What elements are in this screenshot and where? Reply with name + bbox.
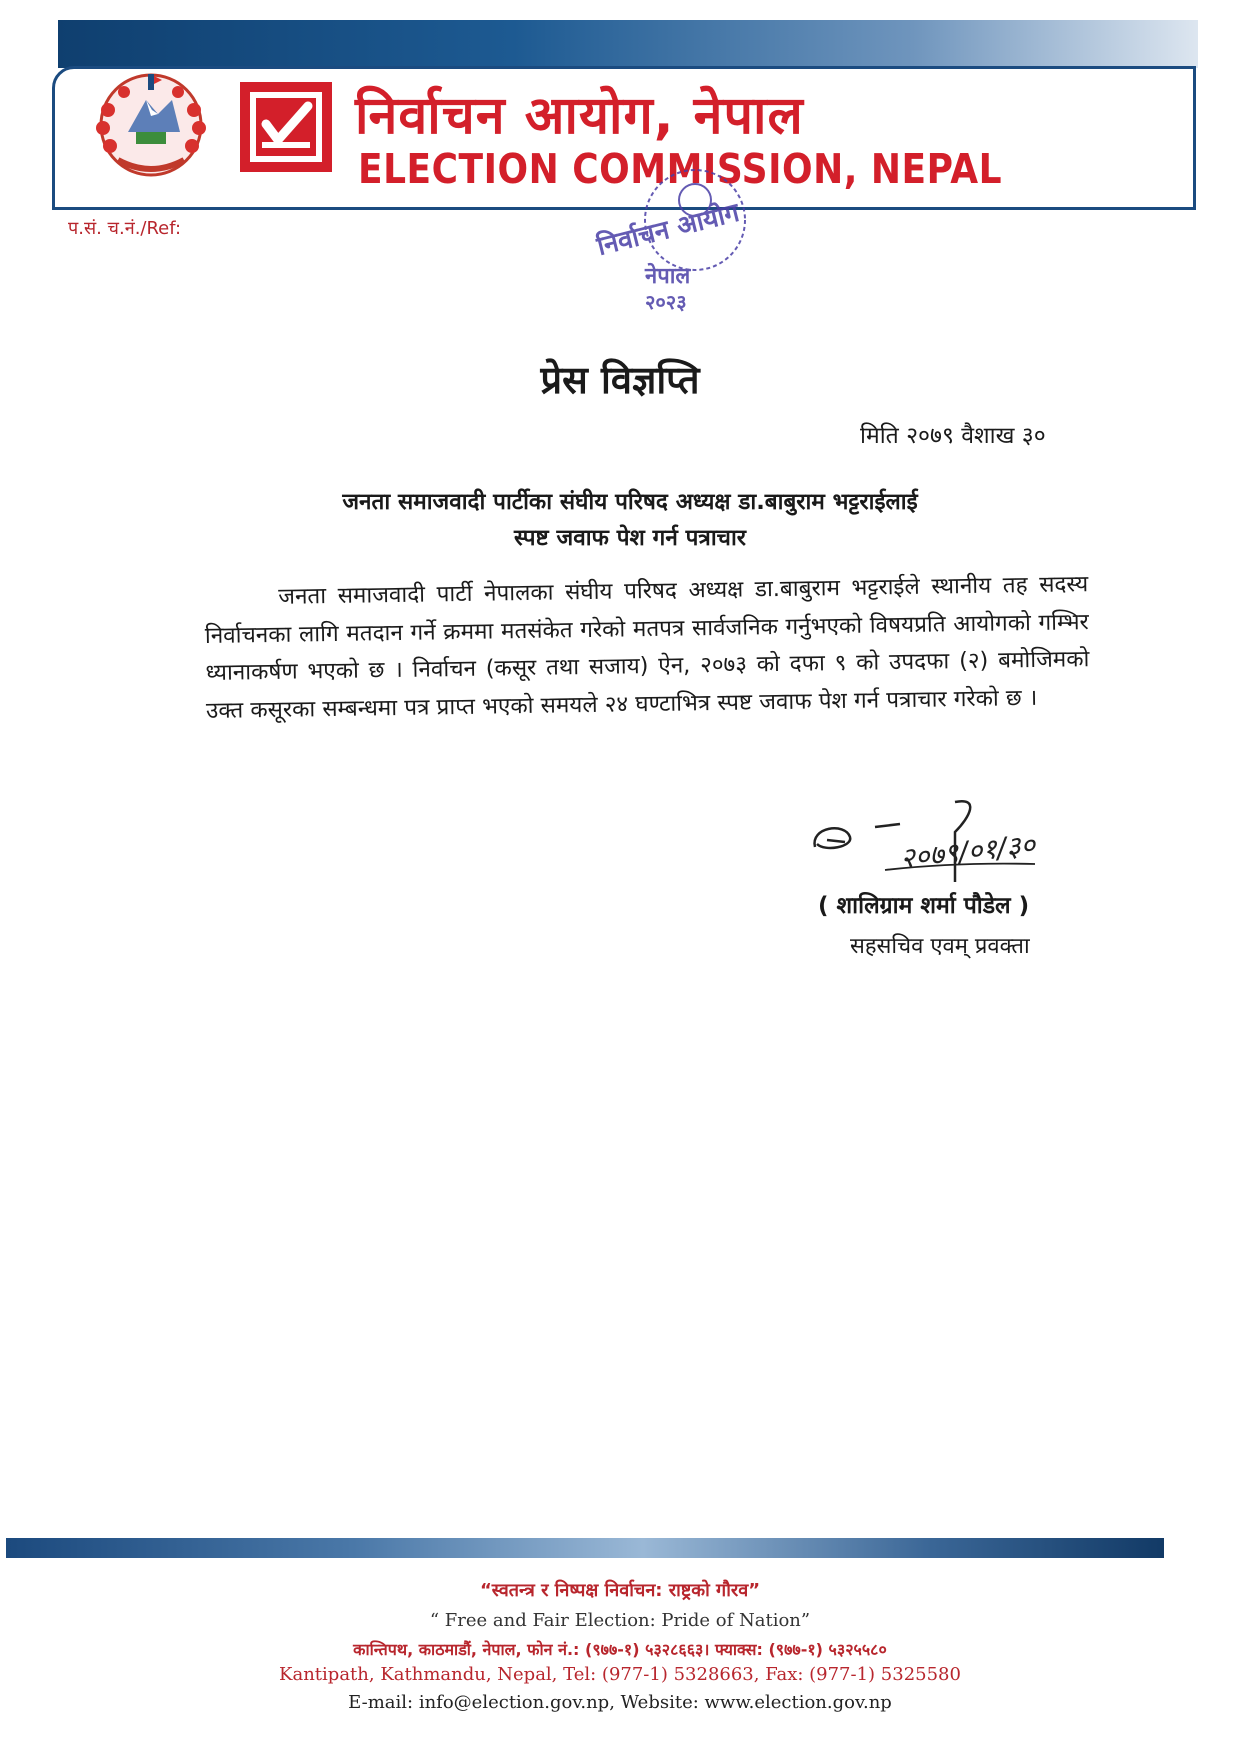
election-commission-logo-icon: [238, 80, 334, 174]
signatory-designation: सहसचिव एवम् प्रवक्ता: [850, 934, 1030, 959]
subject-heading: [200, 484, 1060, 556]
header-top-band: [58, 20, 1198, 68]
footer-band: [6, 1538, 1164, 1558]
stamp-line-3: २०२३: [645, 290, 687, 314]
document-date: मिति २०७९ वैशाख ३०: [860, 423, 1046, 449]
reference-label: प.सं. च.नं./Ref:: [68, 218, 182, 239]
handwritten-signature: [805, 792, 1105, 882]
footer-address-english: Kantipath, Kathmandu, Nepal, Tel: (977-1) 5328663, Fax: (977-1) 5325580: [279, 1664, 961, 1685]
body-paragraph: जनता समाजवादी पार्टी नेपालका संघीय परिषद अध्यक्ष डा.बाबुराम भट्टराईले स्थानीय तह सदस्य निर्वाचनका लागि मतदान गर्ने क्रममा मतसंकेत गरेको मतपत्र सार्वजनिक गर्नुभएको विषयप्रति आयोगको गम्भिर ध्यानाकर्षण भएको छ । निर्वाचन (कसूर तथा सजाय) ऐन, २०७३ को दफा ९ को उपदफा (२) बमोजिमको उक्त कसूरका सम्बन्धमा पत्र प्राप्त भएको समयले २४ घण्टाभित्र स्पष्ट जवाफ पेश गर्न पत्राचार गरेको छ ।: [204, 571, 1090, 724]
page-title: प्रेस विज्ञप्ति: [540, 358, 700, 402]
stamp-line-1: निर्वाचन आयोग: [594, 197, 743, 263]
stamp-line-2: नेपाल: [645, 264, 691, 289]
footer-motto-nepali: “स्वतन्त्र र निष्पक्ष निर्वाचन: राष्ट्रको गौरव”: [479, 1580, 761, 1601]
subject-line-2: स्पष्ट जवाफ पेश गर्न पत्राचार: [514, 525, 746, 551]
signature-date: २०७९/०१/३०: [898, 828, 1037, 875]
nepal-emblem-icon: [88, 70, 214, 180]
organization-name-english: ELECTION COMMISSION, NEPAL: [358, 146, 1003, 194]
organization-name-nepali: निर्वाचन आयोग, नेपाल: [355, 86, 804, 146]
footer-motto-english: “ Free and Fair Election: Pride of Nation”: [429, 1610, 811, 1631]
footer-contact: E-mail: info@election.gov.np, Website: www.election.gov.np: [348, 1692, 892, 1713]
subject-line-1: जनता समाजवादी पार्टीका संघीय परिषद अध्यक्ष डा.बाबुराम भट्टराईलाई: [342, 489, 918, 515]
signatory-name: ( शालिग्राम शर्मा पौडेल ): [818, 893, 1030, 919]
official-stamp: [585, 160, 795, 320]
footer-address-nepali: कान्तिपथ, काठमाडौं, नेपाल, फोन नं.: (९७७-१) ५३२८६६३। फ्याक्स: (९७७-१) ५३२५५८०: [353, 1640, 887, 1659]
